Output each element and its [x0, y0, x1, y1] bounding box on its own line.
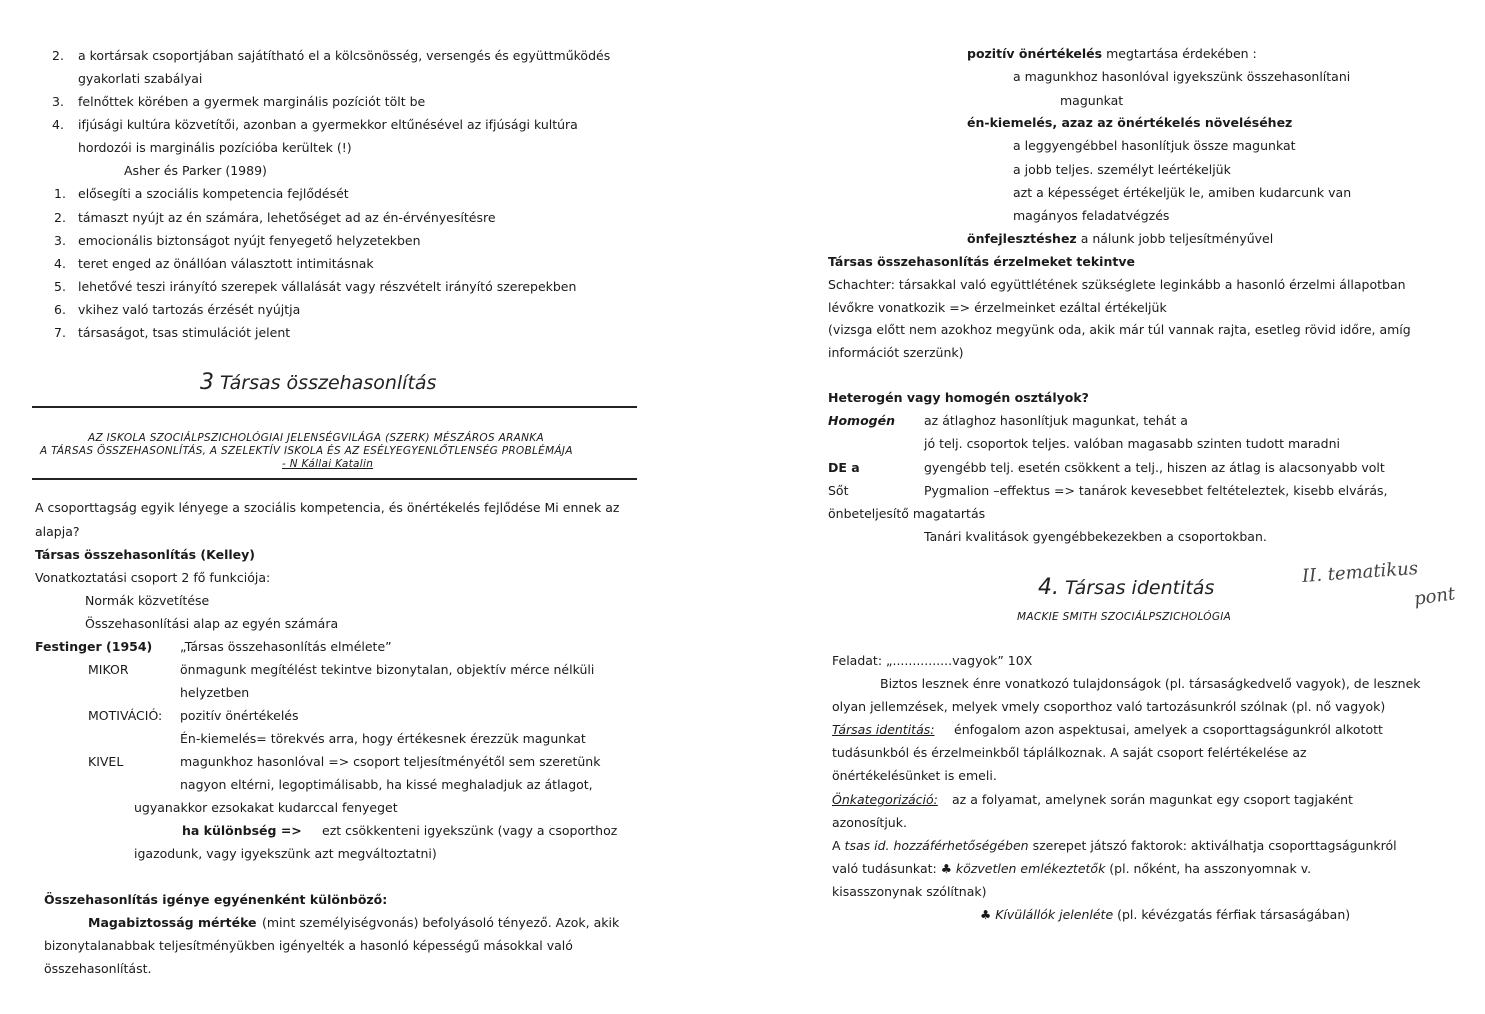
term-label: DE a	[828, 460, 860, 475]
paragraph-line: összehasonlítást.	[44, 961, 152, 976]
paragraph-line: bizonytalanabbak teljesítményükben igényelték a hasonló képességű másokkal való	[44, 938, 573, 953]
list-item-num: 4.	[54, 256, 66, 271]
paragraph-line: olyan jellemzések, melyek vmely csoporthoz való tartozásunkról szólnak (pl. nő vagyok)	[832, 699, 1386, 714]
list-item-text: Összehasonlítási alap az egyén számára	[85, 616, 339, 631]
list-item-num: 5.	[54, 279, 66, 294]
paragraph-line: önfejlesztéshez a nálunk jobb teljesítményűvel	[967, 231, 1274, 246]
handwritten-note: pont	[1412, 583, 1457, 610]
term-label: Homogén	[828, 413, 895, 428]
list-item-text: teret enged az önállóan választott intimitásnak	[78, 256, 374, 271]
source-line: A TÁRSAS ÖSSZEHASONLÍTÁS, A SZELEKTÍV ISKOLA ÉS AZ ESÉLYEGYENLŐTLENSÉG PROBLÉMÁJA	[40, 445, 573, 457]
paragraph-line: alapja?	[35, 524, 80, 539]
list-item-text: gyakorlati szabályai	[78, 71, 203, 86]
citation: Asher és Parker (1989)	[124, 163, 267, 178]
list-item-text: hordozói is marginális pozícióba kerültek (!)	[78, 140, 352, 155]
paragraph-line: kisasszonynak szólítnak)	[832, 884, 987, 899]
paragraph-line: Schachter: társakkal való együttlétének szükséglete leginkább a hasonló érzelmi állapotban	[828, 277, 1406, 292]
paragraph-line: A csoporttagság egyik lényege a szociális kompetencia, és önértékelés fejlődése Mi ennek az	[35, 500, 620, 515]
paragraph-line: (mint személyiségvonás) befolyásoló tényező. Azok, akik	[262, 915, 620, 930]
list-item-text: elősegíti a szociális kompetencia fejlődését	[78, 186, 349, 201]
paragraph-line: énfogalom azon aspektusai, amelyek a csoporttagságunkról alkotott	[954, 722, 1383, 737]
list-item-text: ifjúsági kultúra közvetítői, azonban a gyermekkor eltűnésével az ifjúsági kultúra	[78, 117, 578, 132]
paragraph-line: (vizsga előtt nem azokhoz megyünk oda, akik már túl vannak rajta, esetleg rövid időre, amíg	[828, 322, 1411, 337]
list-item-text: a jobb teljes. személyt leértékeljük	[1013, 162, 1231, 177]
term-label: Sőt	[828, 483, 849, 498]
handwritten-note: II. tematikus	[1301, 557, 1419, 588]
term-label: MOTIVÁCIÓ:	[88, 708, 163, 723]
list-item-text: felnőttek körében a gyermek marginális pozíciót tölt be	[78, 94, 426, 109]
list-item-text: lehetővé teszi irányító szerepek vállalását vagy részvételt irányító szerepekben	[78, 279, 577, 294]
list-item: 2.	[52, 48, 64, 63]
section-number: 3	[200, 370, 214, 395]
paragraph-line: önmagunk megítélést tekintve bizonytalan, objektív mérce nélküli	[180, 662, 595, 677]
term-label: Magabiztosság mértéke	[88, 915, 257, 930]
section-divider	[32, 406, 637, 408]
bullet-icon: ♣	[940, 861, 952, 876]
paragraph-line: magunkat	[1060, 93, 1124, 108]
paragraph-line: lévőkre vonatkozik => érzelmeinket ezáltal értékeljük	[828, 300, 1167, 315]
paragraph-line: pozitív önértékelés	[180, 708, 299, 723]
list-item-num: 3.	[52, 94, 64, 109]
paragraph-line: jó telj. csoportok teljes. valóban magasabb szinten tudott maradni	[924, 436, 1340, 451]
subheading: én-kiemelés, azaz az önértékelés növeléséhez	[967, 115, 1293, 130]
paragraph-line: Én-kiemelés= törekvés arra, hogy értékesnek érezzük magunkat	[180, 731, 586, 746]
list-item-num: 2.	[54, 210, 66, 225]
paragraph-line: azonosítjuk.	[832, 815, 907, 830]
paragraph-line: Feladat: „...............vagyok” 10X	[832, 653, 1033, 668]
subheading: Társas összehasonlítás érzelmeket tekintve	[828, 254, 1135, 269]
paragraph-line: magunkhoz hasonlóval => csoport teljesítményétől sem szeretünk	[180, 754, 601, 769]
section-number: 4.	[1038, 575, 1059, 600]
paragraph-line: „Társas összehasonlítás elmélete”	[180, 639, 392, 654]
paragraph-line: önbeteljesítő magatartás	[828, 506, 986, 521]
paragraph-line: Pygmalion –effektus => tanárok kevesebbet feltételeztek, kisebb elvárás,	[924, 483, 1388, 498]
paragraph-line: információt szerzünk)	[828, 345, 964, 360]
paragraph-line: helyzetben	[180, 685, 250, 700]
subheading: Összehasonlítás igénye egyénenként különböző:	[44, 892, 388, 907]
subheading: Heterogén vagy homogén osztályok?	[828, 390, 1089, 405]
list-item-num: 3.	[54, 233, 66, 248]
source-line: MACKIE SMITH SZOCIÁLPSZICHOLÓGIA	[1017, 611, 1232, 623]
paragraph-line: gyengébb telj. esetén csökkent a telj., hiszen az átlag is alacsonyabb volt	[924, 460, 1385, 475]
list-item-num: 7.	[54, 325, 66, 340]
term-label: KIVEL	[88, 754, 124, 769]
paragraph-line: igazodunk, vagy igyekszünk azt megváltoztatni)	[134, 846, 437, 861]
term-label: MIKOR	[88, 662, 129, 677]
paragraph-line: az a folyamat, amelynek során magunkat egy csoport tagjaként	[952, 792, 1353, 807]
paragraph-line: A tsas id. hozzáférhetőségében szerepet játszó faktorok: aktiválhatja csoporttagságunkról	[832, 838, 1397, 853]
paragraph-line: Vonatkoztatási csoport 2 fő funkciója:	[35, 570, 271, 585]
paragraph-line: tudásunkból és érzelmeinkből táplálkoznak. A saját csoport felértékelése az	[832, 745, 1307, 760]
left-page	[0, 0, 742, 1014]
right-page	[742, 0, 1485, 1014]
source-author: - N Kállai Katalin	[282, 458, 374, 470]
list-item-text: támaszt nyújt az én számára, lehetőséget ad az én-érvényesítésre	[78, 210, 496, 225]
term-label: Önkategorizáció:	[832, 792, 938, 807]
list-item-text: emocionális biztonságot nyújt fenyegető helyzetekben	[78, 233, 421, 248]
section-heading	[1038, 575, 1214, 600]
term-label: ha különbség =>	[182, 823, 302, 838]
paragraph-line: való tudásunkat: ♣ közvetlen emlékeztetők (pl. nőként, ha asszonyomnak v.	[832, 861, 1312, 876]
list-item-text: a leggyengébbel hasonlítjuk össze magunkat	[1013, 138, 1296, 153]
list-item-text: Normák közvetítése	[85, 593, 210, 608]
list-item-num: 4.	[52, 117, 64, 132]
term-label: Festinger (1954)	[35, 639, 153, 654]
paragraph-line: Biztos lesznek énre vonatkozó tulajdonságok (pl. társaságkedvelő vagyok), de lesznek	[880, 676, 1421, 691]
term-label: Társas identitás:	[832, 722, 935, 737]
section-title: Társas identitás	[1065, 577, 1215, 599]
paragraph-line: pozitív önértékelés megtartása érdekében :	[967, 46, 1257, 61]
list-item-text: azt a képességet értékeljük le, amiben kudarcunk van	[1013, 185, 1352, 200]
paragraph-line: ezt csökkenteni igyekszünk (vagy a csoporthoz	[322, 823, 618, 838]
bullet-icon: ♣	[980, 907, 992, 922]
list-item-text: magányos feladatvégzés	[1013, 208, 1170, 223]
paragraph-line: a magunkhoz hasonlóval igyekszünk összehasonlítani	[1013, 69, 1351, 84]
list-item-text: társaságot, tsas stimulációt jelent	[78, 325, 291, 340]
paragraph-line: önértékelésünket is emeli.	[832, 768, 997, 783]
section-divider	[32, 478, 637, 480]
paragraph-line: ugyanakkor ezsokakat kudarccal fenyeget	[134, 800, 398, 815]
source-line: AZ ISKOLA SZOCIÁLPSZICHOLÓGIAI JELENSÉGVILÁGA (SZERK) MÉSZÁROS ARANKA	[88, 432, 544, 444]
section-heading	[200, 370, 436, 395]
paragraph-line: az átlaghoz hasonlítjuk magunkat, tehát a	[924, 413, 1188, 428]
list-item-num: 1.	[54, 186, 66, 201]
list-item-num: 6.	[54, 302, 66, 317]
paragraph-line: Tanári kvalitások gyengébbekezekben a csoportokban.	[924, 529, 1267, 544]
list-item-text: a kortársak csoportjában sajátítható el a kölcsönösség, versengés és együttműködés	[78, 48, 611, 63]
section-title: Társas összehasonlítás	[220, 372, 437, 394]
paragraph-line: ♣ Kívülállók jelenléte (pl. kévézgatás férfiak társaságában)	[980, 907, 1351, 922]
subheading: Társas összehasonlítás (Kelley)	[35, 547, 256, 562]
paragraph-line: nagyon eltérni, legoptimálisabb, ha kissé meghaladjuk az átlagot,	[180, 777, 593, 792]
list-item-text: vkihez való tartozás érzését nyújtja	[78, 302, 301, 317]
